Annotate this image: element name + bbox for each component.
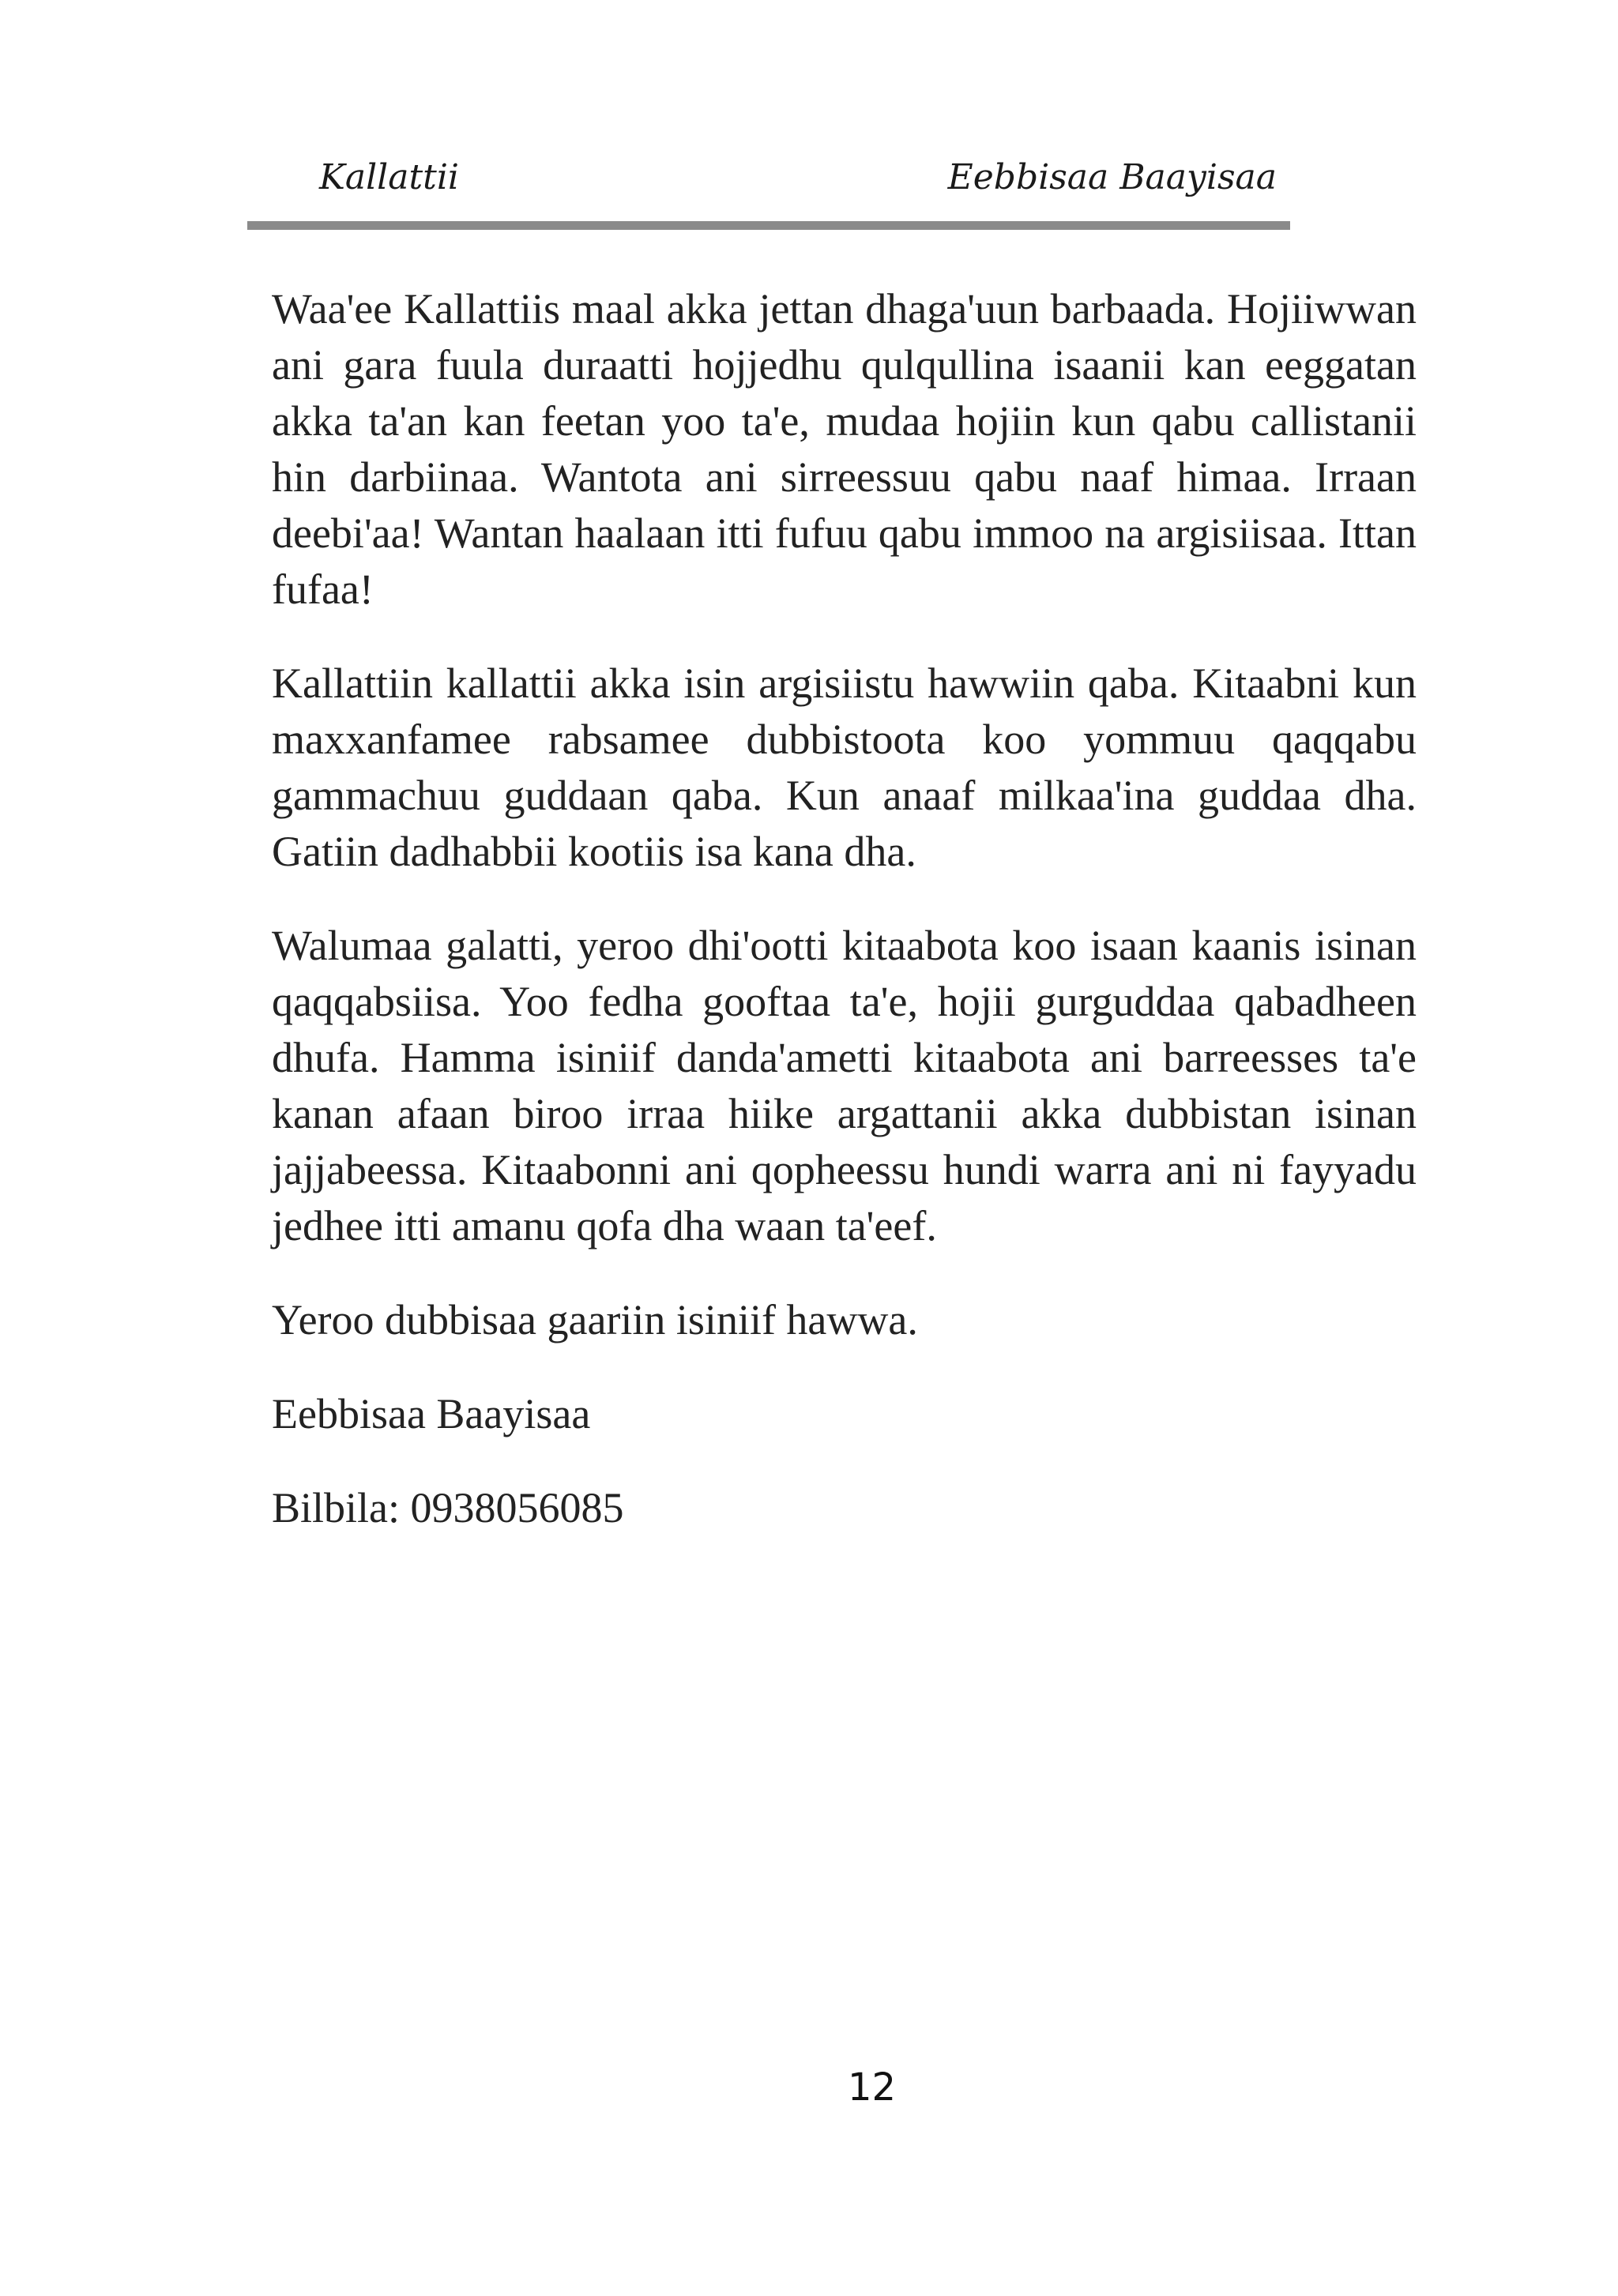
running-header [319,150,1277,205]
paragraph-feedback-request: Waa'ee Kallattiis maal akka jettan dhaga'uun barbaada. Hojiiwwan ani gara fuula duraatti hojjedhu qulqullina isaanii kan eeggatan akka ta'an kan feetan yoo ta'e, mudaa hojiin kun qabu callistanii hin darbiinaa. Wantota ani sirreessuu qabu naaf himaa. Irraan deebi'aa! Wantan haalaan itti fufuu qabu immoo na argisiisaa. Ittan fufaa! [272,285,1417,613]
paragraph-wish: Yeroo dubbisaa gaariin isiniif hawwa. [272,1296,918,1343]
page-number: 12 [847,2065,897,2110]
author-name: Eebbisaa Baayisaa [947,157,1277,197]
phone-number: Bilbila: 0938056085 [272,1484,624,1531]
paragraph-hope: Kallattiin kallattii akka isin argisiistu hawwiin qaba. Kitaabni kun maxxanfamee rabsamee dubbistoota koo yommuu qaqqabu gammachuu guddaan qaba. Kun anaaf milkaa'ina guddaa dha. Gatiin dadhabbii kootiis isa kana dha. [272,659,1417,875]
header-divider [247,221,1290,230]
paragraph-closing: Walumaa galatti, yeroo dhi'ootti kitaabota koo isaan kaanis isinan qaqqabsiisa. Yoo fedha gooftaa ta'e, hojii gurguddaa qabadheen dhufa. Hamma isiniif danda'ametti kitaabota ani barreesses ta'e kanan afaan biroo irraa hiike argattanii akka dubbistan isinan jajjabeessa. Kitaabonni ani qopheessu hundi warra ani ni fayyadu jedhee itti amanu qofa dha waan ta'eef. [272,922,1417,1249]
signature-name: Eebbisaa Baayisaa [272,1390,591,1437]
page-body [272,281,1417,1574]
book-title: Kallattii [319,157,459,197]
